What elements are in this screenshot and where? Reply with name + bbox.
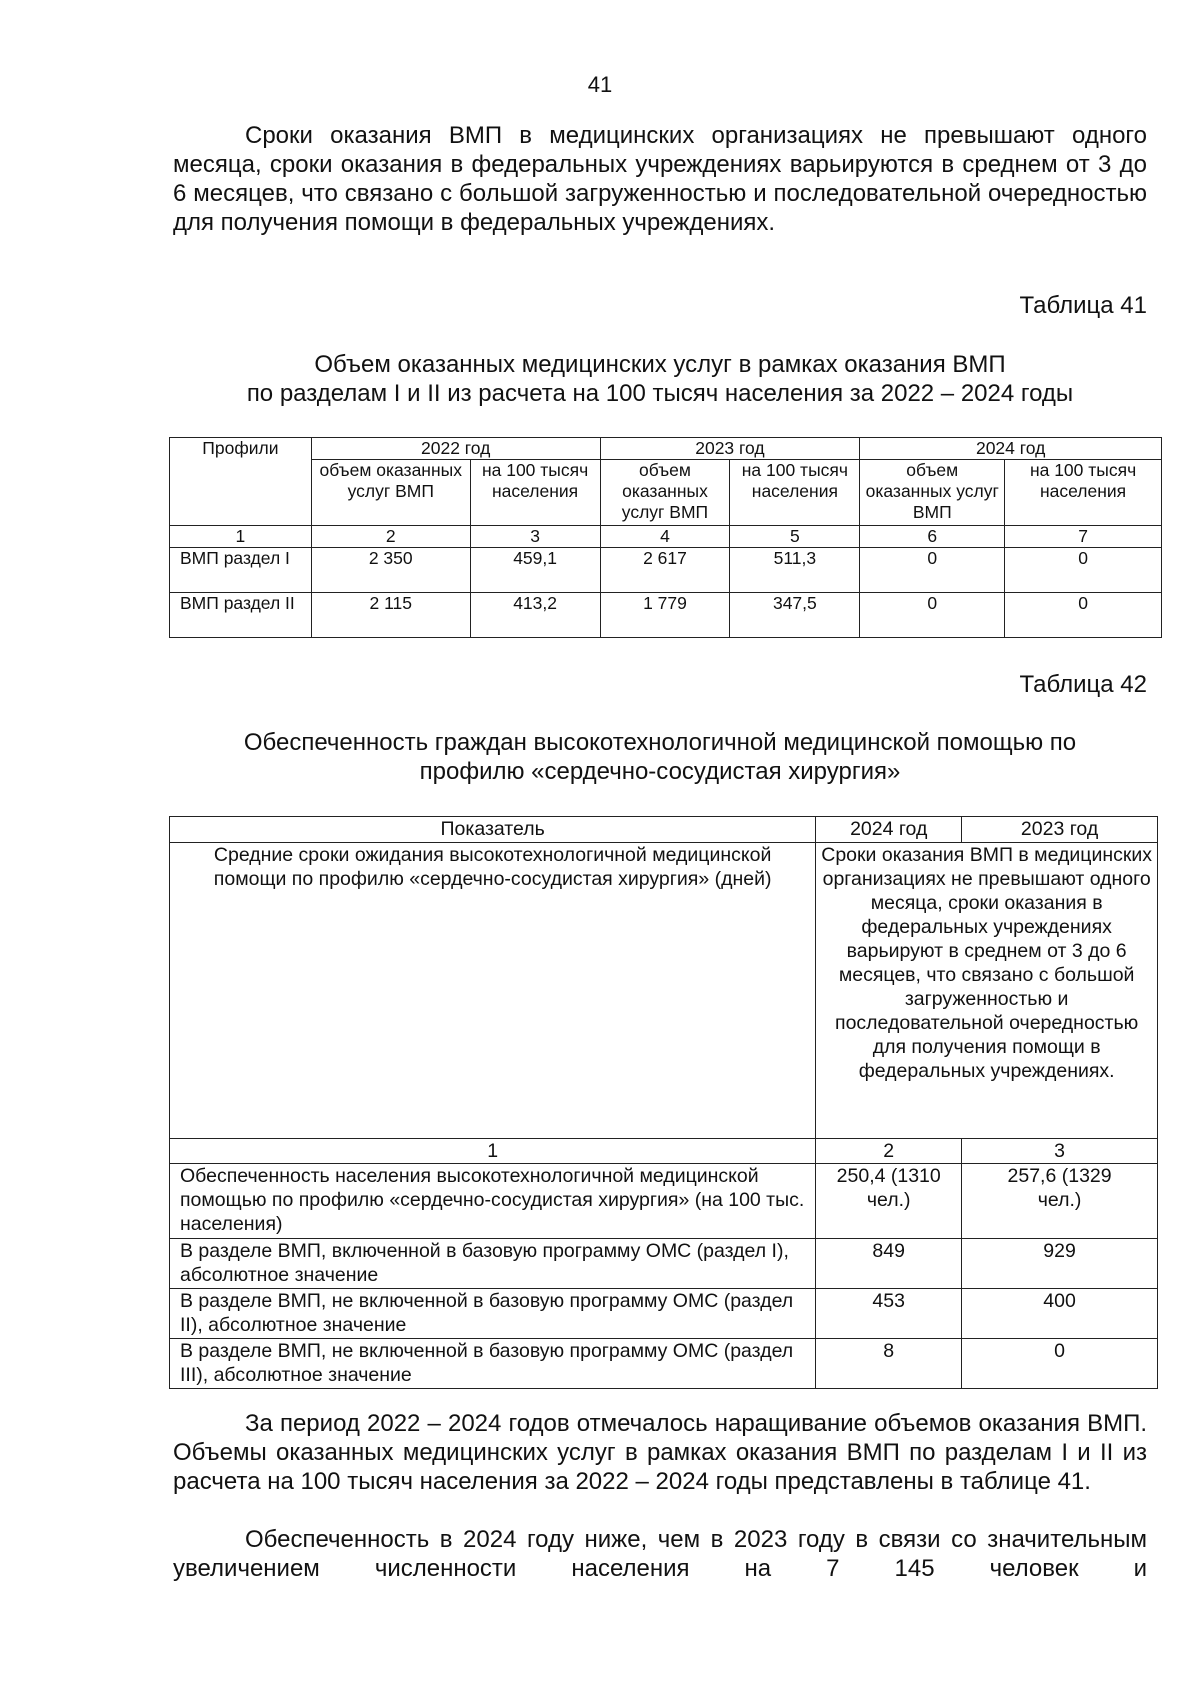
table42-col-number: 3 (962, 1139, 1158, 1164)
table41-cell: 511,3 (730, 548, 860, 593)
table41-row-name: ВМП раздел II (170, 593, 312, 638)
table41-cell: 347,5 (730, 593, 860, 638)
table41-cell: 0 (860, 593, 1005, 638)
table42-header-2024: 2024 год (816, 817, 962, 843)
table-row (170, 1239, 1158, 1289)
table41-cell: 459,1 (470, 548, 600, 593)
table42-col-number: 2 (816, 1139, 962, 1164)
table-row (170, 548, 1162, 593)
table42-cell-2023: 257,6 (1329 чел.) (962, 1164, 1158, 1239)
table42-header-2023: 2023 год (962, 817, 1158, 843)
table41-col-number: 6 (860, 526, 1005, 548)
table-row (170, 1289, 1158, 1339)
table41-header-year-2024: 2024 год (860, 438, 1162, 460)
table41-cell: 2 115 (311, 593, 470, 638)
table41-col-number: 7 (1005, 526, 1162, 548)
table41-cell: 2 350 (311, 548, 470, 593)
table41-title-line2: по разделам I и II из расчета на 100 тысяч населения за 2022 – 2024 годы (246, 380, 1074, 407)
table41-subheader-per100k: на 100 тысяч населения (730, 460, 860, 526)
table42-label: Таблица 42 (1019, 671, 1147, 698)
table42-cell-2024: 849 (816, 1239, 962, 1289)
table42-wait-row-value: Сроки оказания ВМП в медицинских организациях не превышают одного месяца, сроки оказания в федеральных учреждениях варьируют в среднем от 3 до 6 месяцев, что связано с большой загруженностью и последовательной очередностью для получения помощи в федеральных учреждениях. (816, 843, 1158, 1139)
intro-paragraph: Сроки оказания ВМП в медицинских организациях не превышают одного месяца, сроки оказания в федеральных учреждениях варьируются в среднем от 3 до 6 месяцев, что связано с большой загруженностью и последовательной очередностью для получения помощи в федеральных учреждениях. (173, 122, 1147, 236)
closing-paragraph-2: Обеспеченность в 2024 году ниже, чем в 2023 году в связи со значительным увеличением численности населения на 7 145 человек и (173, 1526, 1147, 1582)
table41-header-year-2022: 2022 год (311, 438, 600, 460)
table-row (170, 843, 1158, 1139)
table-row (170, 1164, 1158, 1239)
table42-header-indicator: Показатель (170, 817, 816, 843)
table41-label: Таблица 41 (1019, 292, 1147, 319)
table41-col-number: 2 (311, 526, 470, 548)
table42-cell-2024: 250,4 (1310 чел.) (816, 1164, 962, 1239)
table41-subheader-volume: объем оказанных услуг ВМП (600, 460, 730, 526)
table42-row-label: В разделе ВМП, не включенной в базовую программу ОМС (раздел III), абсолютное значение (170, 1339, 816, 1389)
table42-cell-2024: 8 (816, 1339, 962, 1389)
table42-title-line1: Обеспеченность граждан высокотехнологичной медицинской помощью по (243, 729, 1077, 756)
table41-title-line1: Объем оказанных медицинских услуг в рамках оказания ВМП (314, 351, 1006, 378)
table41-subheader-per100k: на 100 тысяч населения (1005, 460, 1162, 526)
table41-row-name: ВМП раздел I (170, 548, 312, 593)
table41-column-numbers-row (170, 526, 1162, 548)
table41-title (170, 350, 1150, 408)
table42-col-number: 1 (170, 1139, 816, 1164)
table41-cell: 2 617 (600, 548, 730, 593)
table41-subheader-volume: объем оказанных услуг ВМП (311, 460, 470, 526)
table41-cell: 413,2 (470, 593, 600, 638)
table42-cell-2023: 929 (962, 1239, 1158, 1289)
table-row (170, 593, 1162, 638)
table42-title (170, 728, 1150, 786)
table41 (169, 437, 1162, 638)
page-number: 41 (587, 72, 613, 97)
table41-subheader-per100k: на 100 тысяч населения (470, 460, 600, 526)
closing-paragraph-1: За период 2022 – 2024 годов отмечалось наращивание объемов оказания ВМП. Объемы оказанных медицинских услуг в рамках оказания ВМП по разделам I и II из расчета на 100 тысяч населения за 2022 – 2024 годы представлены в таблице 41. (173, 1410, 1147, 1495)
table42-cell-2024: 453 (816, 1289, 962, 1339)
table41-col-number: 3 (470, 526, 600, 548)
table42-cell-2023: 0 (962, 1339, 1158, 1389)
table41-col-number: 4 (600, 526, 730, 548)
table41-col-number: 1 (170, 526, 312, 548)
table42-column-numbers-row (170, 1139, 1158, 1164)
table42 (169, 816, 1158, 1389)
table41-cell: 0 (1005, 548, 1162, 593)
table42-title-line2: профилю «сердечно-сосудистая хирургия» (419, 758, 901, 785)
table41-header-profiles: Профили (170, 438, 312, 526)
table42-row-label: В разделе ВМП, включенной в базовую программу ОМС (раздел I), абсолютное значение (170, 1239, 816, 1289)
table41-cell: 1 779 (600, 593, 730, 638)
table42-cell-2023: 400 (962, 1289, 1158, 1339)
table41-subheader-volume: объем оказанных услуг ВМП (860, 460, 1005, 526)
table42-row-label: В разделе ВМП, не включенной в базовую программу ОМС (раздел II), абсолютное значение (170, 1289, 816, 1339)
table42-row-label: Обеспеченность населения высокотехнологичной медицинской помощью по профилю «сердечно-сосудистая хирургия» (на 100 тыс. населения) (170, 1164, 816, 1239)
table-row (170, 1339, 1158, 1389)
table41-col-number: 5 (730, 526, 860, 548)
table41-cell: 0 (860, 548, 1005, 593)
table42-wait-row-label: Средние сроки ожидания высокотехнологичной медицинской помощи по профилю «сердечно-сосудистая хирургия» (дней) (170, 843, 816, 1139)
table41-cell: 0 (1005, 593, 1162, 638)
table41-header-year-2023: 2023 год (600, 438, 860, 460)
